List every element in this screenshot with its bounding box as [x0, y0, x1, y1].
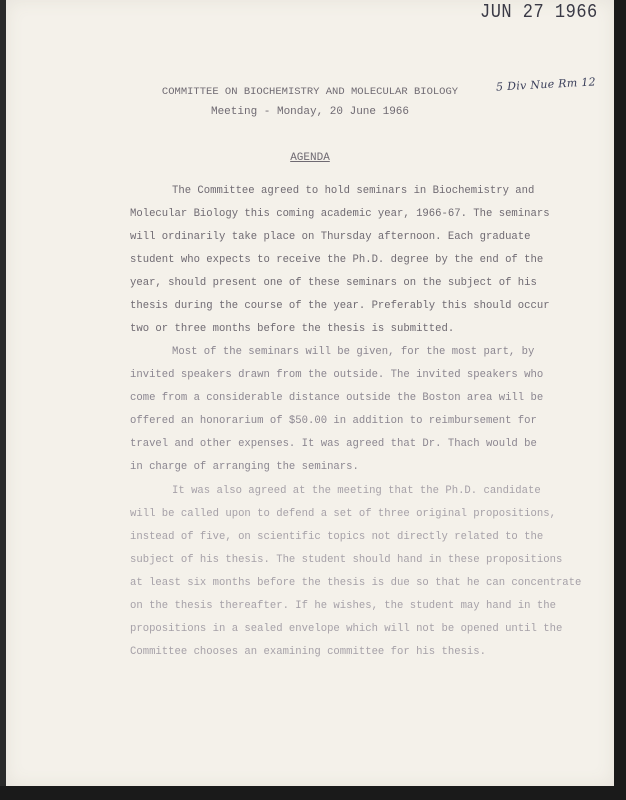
paragraph-3-line-7: propositions in a sealed envelope which will not be opened until the [130, 623, 563, 635]
paragraph-1-line-2: Molecular Biology this coming academic year, 1966-67. The seminars [130, 208, 550, 220]
paragraph-3-line-8: Committee chooses an examining committee for his thesis. [130, 646, 487, 658]
scan-bottom-edge [0, 786, 626, 800]
paragraph-1-line-4: student who expects to receive the Ph.D. degree by the end of the [130, 254, 544, 266]
handwritten-annotation: 5 Div Nue Rm 12 [495, 75, 597, 94]
paragraph-2-line-3: come from a considerable distance outside the Boston area will be [130, 392, 544, 404]
paragraph-2-line-5: travel and other expenses. It was agreed that Dr. Thach would be [130, 438, 537, 450]
meeting-date-heading: Meeting - Monday, 20 June 1966 [210, 106, 410, 118]
paragraph-2-line-2: invited speakers drawn from the outside. The invited speakers who [130, 369, 544, 381]
paragraph-3-line-6: on the thesis thereafter. If he wishes, the student may hand in the [130, 600, 556, 612]
paragraph-2-line-1: Most of the seminars will be given, for the most part, by [172, 346, 535, 358]
paragraph-3-line-1: It was also agreed at the meeting that the Ph.D. candidate [172, 485, 541, 497]
paper-sheet [6, 0, 614, 786]
paragraph-1-line-3: will ordinarily take place on Thursday afternoon. Each graduate [130, 231, 531, 243]
paragraph-2-line-4: offered an honorarium of $50.00 in addition to reimbursement for [130, 415, 537, 427]
paragraph-3-line-2: will be called upon to defend a set of three original propositions, [130, 508, 556, 520]
paragraph-2-line-6: in charge of arranging the seminars. [130, 461, 359, 473]
paragraph-1-line-5: year, should present one of these seminars on the subject of his [130, 277, 537, 289]
paragraph-3-line-5: at least six months before the thesis is due so that he can concentrate [130, 577, 582, 589]
paragraph-3-line-4: subject of his thesis. The student should hand in these propositions [130, 554, 563, 566]
paragraph-1-line-1: The Committee agreed to hold seminars in Biochemistry and [172, 185, 535, 197]
paragraph-1-line-7: two or three months before the thesis is submitted. [130, 323, 455, 335]
agenda-title: AGENDA [290, 152, 330, 164]
paragraph-3-line-3: instead of five, on scientific topics not directly related to the [130, 531, 544, 543]
committee-heading: COMMITTEE ON BIOCHEMISTRY AND MOLECULAR BIOLOGY [161, 86, 459, 98]
paragraph-1-line-6: thesis during the course of the year. Preferably this should occur [130, 300, 550, 312]
received-date-stamp: JUN 27 1966 [480, 2, 598, 24]
